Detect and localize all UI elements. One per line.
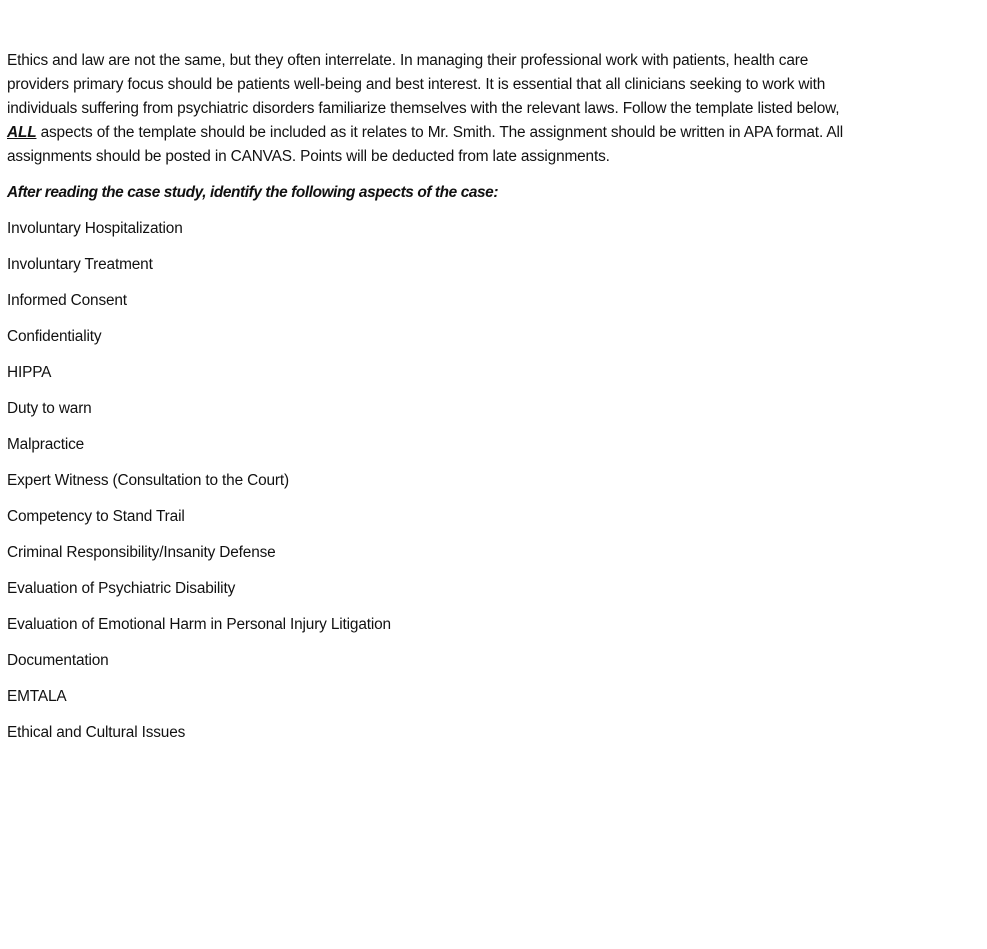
- topic-item: Malpractice: [7, 436, 85, 453]
- intro-paragraph: [7, 49, 857, 169]
- topic-item: Involuntary Treatment: [7, 256, 153, 273]
- topic-item: Involuntary Hospitalization: [7, 220, 183, 237]
- topic-item: Expert Witness (Consultation to the Court): [7, 472, 289, 489]
- topic-item: Confidentiality: [7, 328, 102, 345]
- topic-item: Evaluation of Emotional Harm in Personal Injury Litigation: [7, 616, 391, 633]
- topic-item: Informed Consent: [7, 292, 127, 309]
- instruction-heading: After reading the case study, identify the following aspects of the case:: [7, 184, 499, 201]
- topic-item: Evaluation of Psychiatric Disability: [7, 580, 236, 597]
- topic-item: HIPPA: [7, 364, 52, 381]
- topic-item: Duty to warn: [7, 400, 92, 417]
- intro-text-part2: aspects of the template should be included as it relates to Mr. Smith. The assignment should be written in APA format. All assignments should be posted in CANVAS. Points will be deducted from late assignments.: [7, 124, 843, 165]
- topic-item: Ethical and Cultural Issues: [7, 724, 186, 741]
- intro-emphasis-all: ALL: [7, 124, 37, 141]
- document-page: [7, 49, 857, 745]
- topic-item: Competency to Stand Trail: [7, 508, 185, 525]
- topic-list: [7, 217, 857, 745]
- topic-item: EMTALA: [7, 688, 67, 705]
- topic-item: Criminal Responsibility/Insanity Defense: [7, 544, 276, 561]
- intro-text-part1: Ethics and law are not the same, but they often interrelate. In managing their professional work with patients, health care providers primary focus should be patients well-being and best interest. It is essential that all clinicians seeking to work with individuals suffering from psychiatric disorders familiarize themselves with the relevant laws. Follow the template listed below,: [7, 52, 840, 117]
- topic-item: Documentation: [7, 652, 109, 669]
